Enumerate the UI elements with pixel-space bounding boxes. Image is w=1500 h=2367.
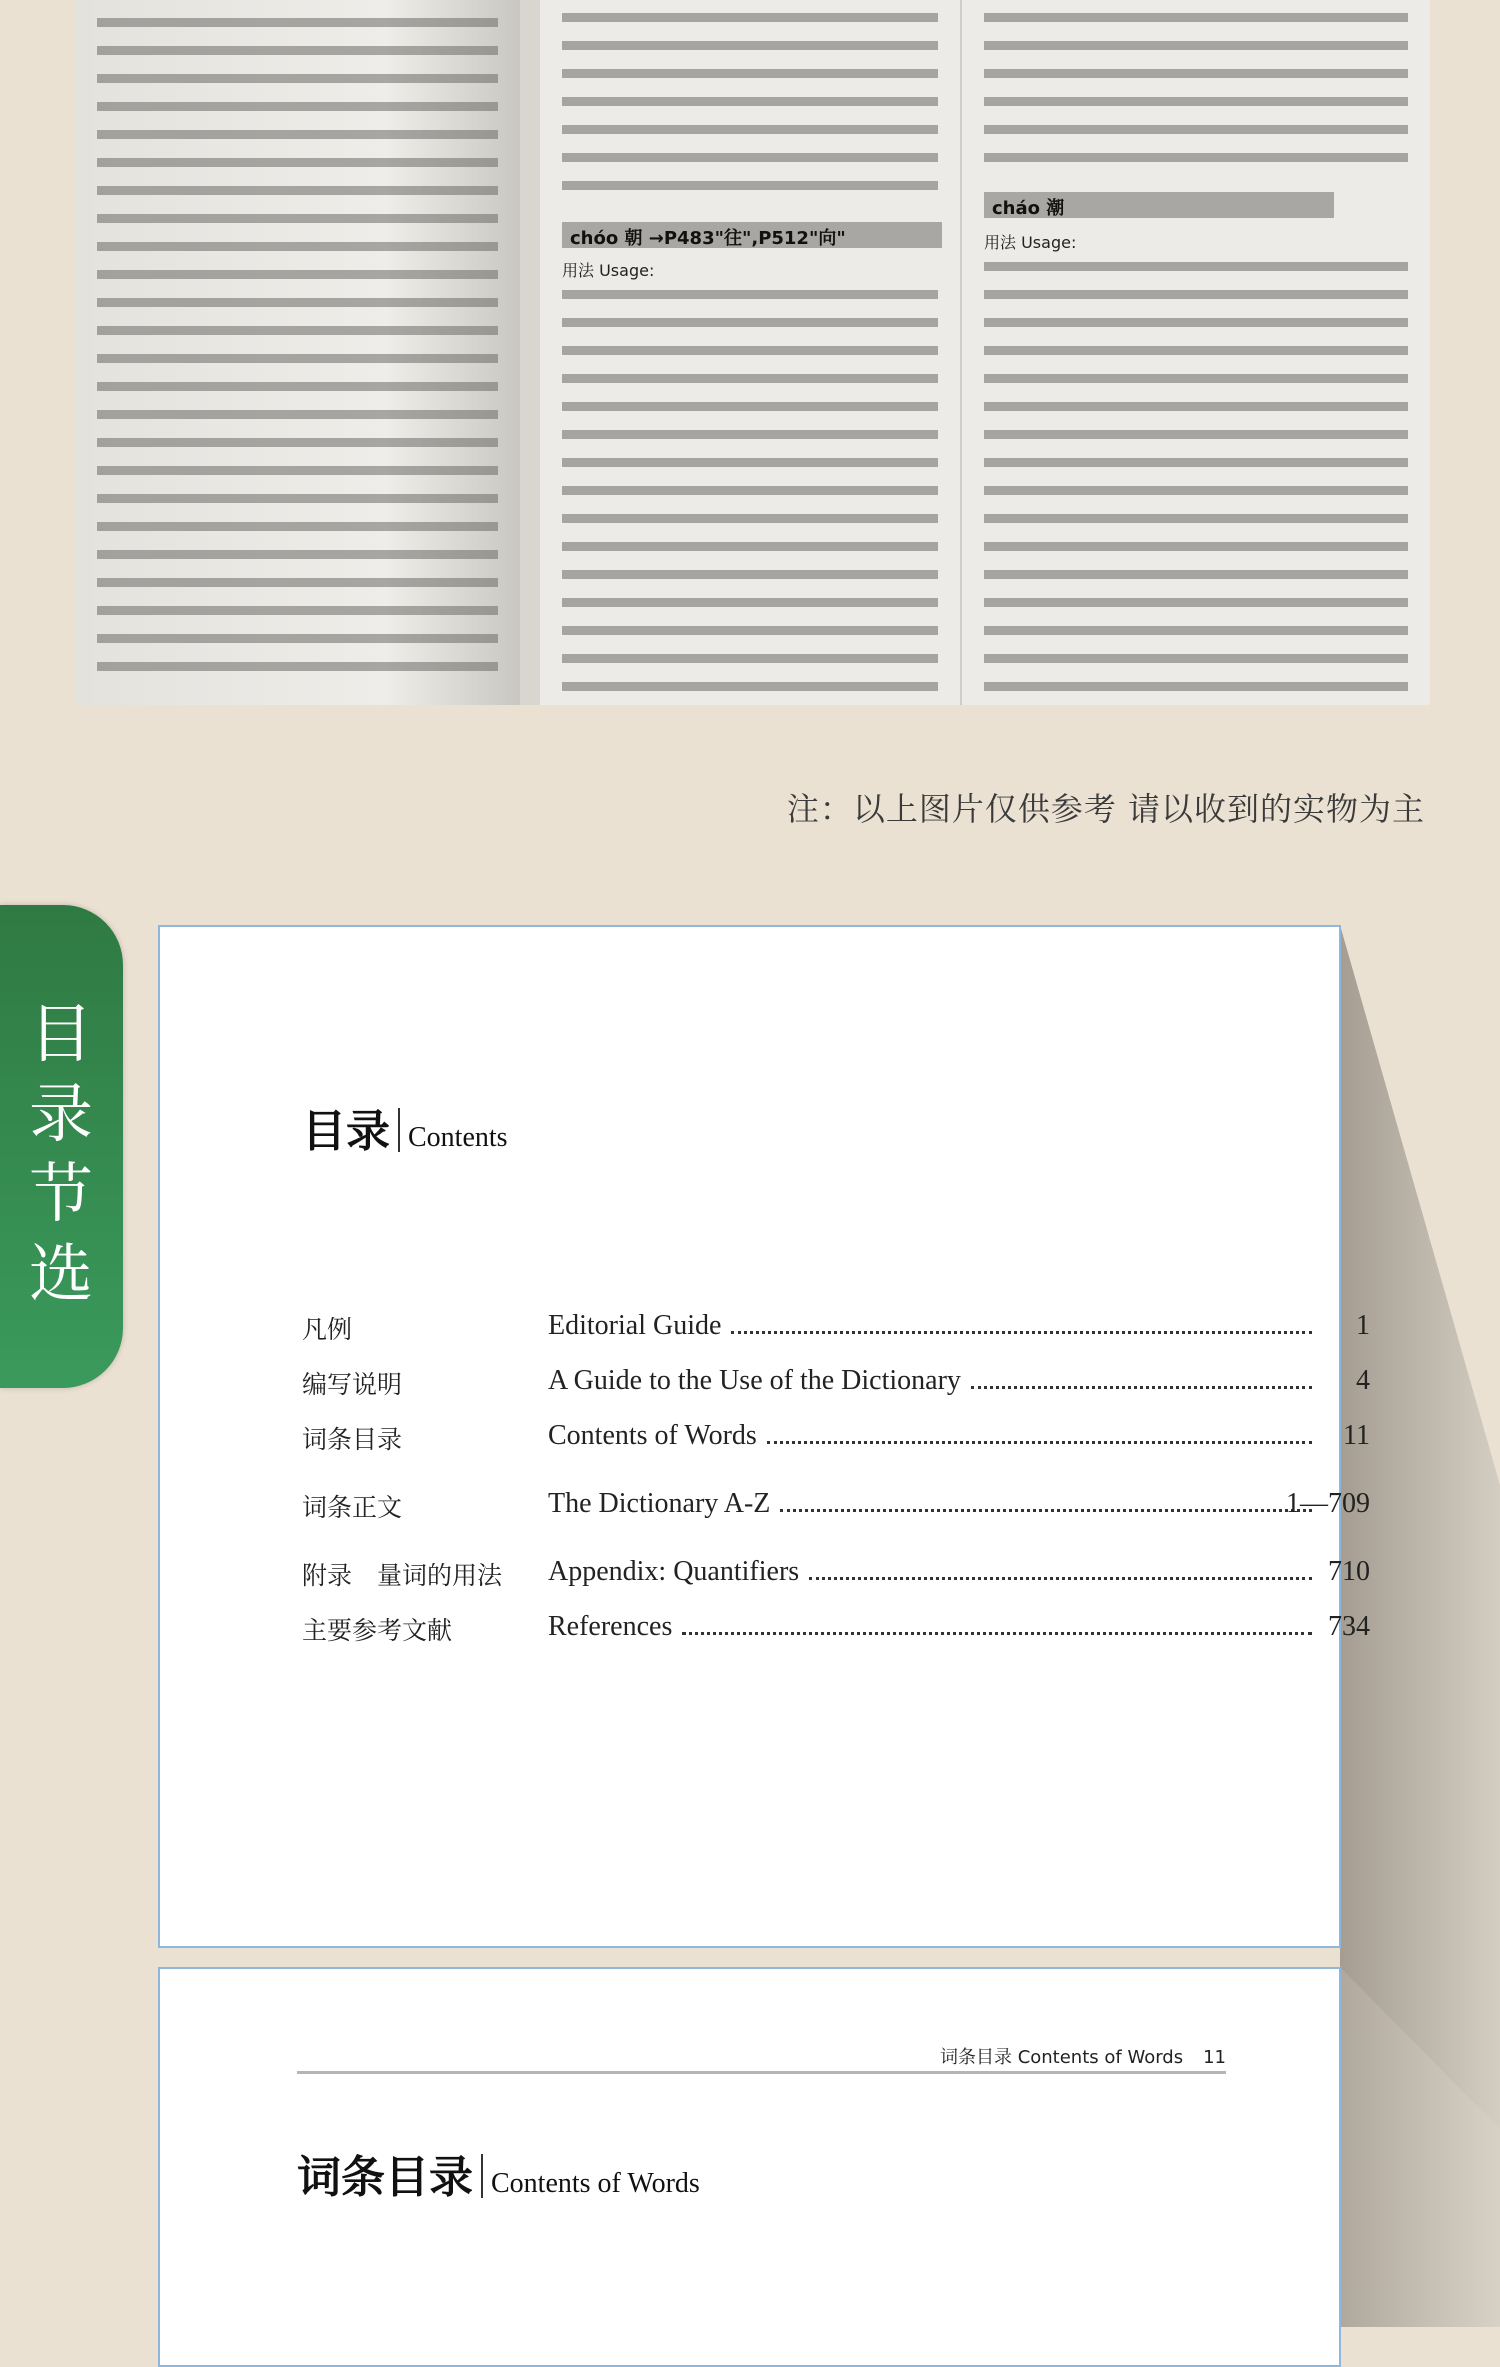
leader-dots [767, 1441, 1312, 1444]
disclaimer-note: 注：以上图片仅供参考 请以收到的实物为主 [786, 790, 1425, 828]
toc-page: 4 [1356, 1365, 1370, 1396]
text-lines [97, 10, 498, 690]
section-tab [0, 905, 123, 1388]
toc-page: 1—709 [1286, 1488, 1370, 1519]
toc-zh: 主要参考文献 [302, 1616, 453, 1645]
header-rule [297, 2071, 1226, 2074]
toc-zh: 附录 量词的用法 [302, 1561, 503, 1590]
toc-row [302, 1488, 1372, 1524]
running-header-text: 词条目录 Contents of Words [939, 2047, 1184, 2068]
words-contents-page [158, 1967, 1341, 2367]
entry-head: cháo 潮 [984, 192, 1334, 218]
page-number: 11 [1203, 2047, 1226, 2068]
toc-row [302, 1611, 1372, 1647]
usage-label: 用法 Usage: [984, 233, 1077, 252]
toc-en [548, 1310, 1312, 1342]
left-page [75, 0, 520, 705]
toc-en-text: Appendix: Quantifiers [548, 1556, 800, 1587]
title-divider [398, 1108, 400, 1152]
running-header [940, 2043, 1226, 2069]
middle-page [540, 0, 960, 705]
toc-en [548, 1488, 1312, 1520]
right-page [960, 0, 1430, 705]
toc-zh: 词条目录 [302, 1425, 403, 1454]
leader-dots [971, 1386, 1312, 1389]
title-zh: 词条目录 [297, 2152, 473, 2203]
toc-page: 11 [1343, 1420, 1370, 1451]
toc-en [548, 1556, 1312, 1588]
section-tab-label: 目录节选 [29, 998, 93, 1312]
toc-en [548, 1365, 1312, 1397]
title-divider [481, 2154, 483, 2198]
title-en: Contents [408, 1122, 508, 1153]
contents-page [158, 925, 1370, 1948]
title-en: Contents of Words [491, 2168, 700, 2199]
leader-dots [780, 1509, 1312, 1512]
page-title [302, 1095, 508, 1159]
leader-dots [731, 1331, 1312, 1334]
text-lines [562, 5, 938, 195]
page-title [297, 2141, 700, 2205]
toc-page: 710 [1328, 1556, 1370, 1587]
toc-en-text: Editorial Guide [548, 1310, 722, 1341]
text-lines [562, 282, 938, 702]
leader-dots [682, 1632, 1312, 1635]
toc-page: 734 [1328, 1611, 1370, 1642]
toc-row [302, 1365, 1372, 1401]
entry-head: chóo 朝 →P483"往",P512"向" [562, 222, 942, 248]
toc-zh: 词条正文 [302, 1493, 403, 1522]
toc-zh: 编写说明 [302, 1370, 403, 1399]
toc-row [302, 1556, 1372, 1592]
toc-page: 1 [1356, 1310, 1370, 1341]
toc-en-text: A Guide to the Use of the Dictionary [548, 1365, 961, 1396]
toc-zh: 凡例 [302, 1315, 353, 1344]
toc-row [302, 1420, 1372, 1456]
toc-en [548, 1420, 1312, 1452]
title-zh: 目录 [302, 1106, 390, 1157]
dictionary-sample-photo [75, 0, 1430, 705]
leader-dots [809, 1577, 1312, 1580]
usage-label: 用法 Usage: [562, 261, 655, 280]
toc-en-text: References [548, 1611, 673, 1642]
toc-en [548, 1611, 1312, 1643]
toc-en-text: The Dictionary A-Z [548, 1488, 771, 1519]
text-lines [984, 254, 1408, 704]
text-lines [984, 5, 1408, 165]
toc-en-text: Contents of Words [548, 1420, 757, 1451]
toc-row [302, 1310, 1372, 1346]
